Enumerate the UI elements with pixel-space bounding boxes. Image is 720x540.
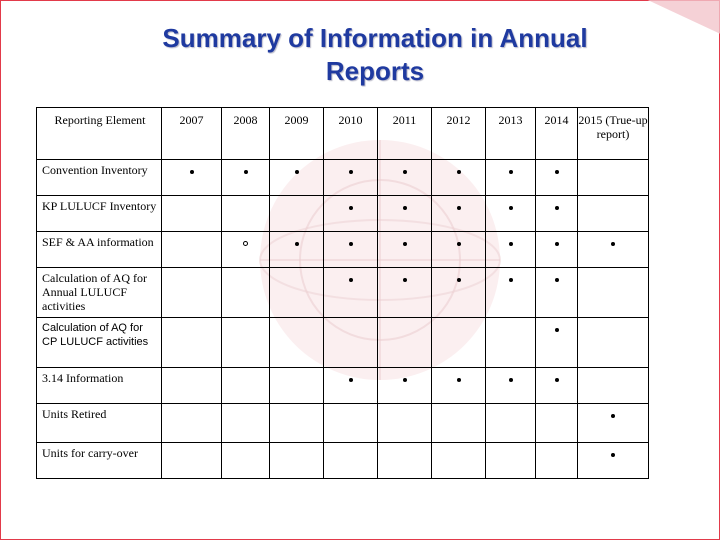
mark-cell xyxy=(324,196,378,232)
filled-dot-icon xyxy=(349,206,353,210)
table-row xyxy=(37,404,649,443)
filled-dot-icon xyxy=(509,242,513,246)
filled-dot-icon xyxy=(509,278,513,282)
mark-cell xyxy=(378,196,432,232)
mark-cell xyxy=(162,160,222,196)
mark-cell xyxy=(324,443,378,479)
filled-dot-icon xyxy=(555,242,559,246)
mark-cell xyxy=(270,318,324,368)
filled-dot-icon xyxy=(457,278,461,282)
mark-cell xyxy=(222,443,270,479)
mark-cell xyxy=(486,160,536,196)
mark-cell xyxy=(578,232,649,268)
table-row xyxy=(37,160,649,196)
mark-cell xyxy=(162,368,222,404)
filled-dot-icon xyxy=(349,378,353,382)
mark-cell xyxy=(324,404,378,443)
filled-dot-icon xyxy=(295,170,299,174)
mark-cell xyxy=(270,196,324,232)
column-header-year: 2009 xyxy=(270,108,324,160)
mark-cell xyxy=(536,443,578,479)
filled-dot-icon xyxy=(611,453,615,457)
mark-cell xyxy=(378,443,432,479)
filled-dot-icon xyxy=(349,278,353,282)
mark-cell xyxy=(378,268,432,318)
table-row xyxy=(37,196,649,232)
mark-cell xyxy=(270,443,324,479)
table-row xyxy=(37,232,649,268)
filled-dot-icon xyxy=(509,170,513,174)
table-row xyxy=(37,268,649,318)
mark-cell xyxy=(378,160,432,196)
filled-dot-icon xyxy=(403,242,407,246)
mark-cell xyxy=(432,404,486,443)
filled-dot-icon xyxy=(611,414,615,418)
mark-cell xyxy=(378,368,432,404)
mark-cell xyxy=(432,268,486,318)
mark-cell xyxy=(432,443,486,479)
table-row xyxy=(37,443,649,479)
mark-cell xyxy=(324,232,378,268)
filled-dot-icon xyxy=(457,206,461,210)
filled-dot-icon xyxy=(349,170,353,174)
mark-cell xyxy=(378,318,432,368)
row-label: Calculation of AQ for CP LULUCF activities xyxy=(37,318,162,368)
mark-cell xyxy=(324,368,378,404)
column-header-reporting-element: Reporting Element xyxy=(37,108,162,160)
row-label: KP LULUCF Inventory xyxy=(37,196,162,232)
mark-cell xyxy=(378,232,432,268)
row-label: SEF & AA information xyxy=(37,232,162,268)
mark-cell xyxy=(486,318,536,368)
mark-cell xyxy=(578,404,649,443)
mark-cell xyxy=(270,160,324,196)
table-row xyxy=(37,368,649,404)
mark-cell xyxy=(162,318,222,368)
open-dot-icon xyxy=(243,241,248,246)
mark-cell xyxy=(162,443,222,479)
filled-dot-icon xyxy=(403,170,407,174)
filled-dot-icon xyxy=(190,170,194,174)
mark-cell xyxy=(536,160,578,196)
mark-cell xyxy=(162,268,222,318)
mark-cell xyxy=(270,232,324,268)
filled-dot-icon xyxy=(555,328,559,332)
mark-cell xyxy=(162,232,222,268)
mark-cell xyxy=(432,318,486,368)
mark-cell xyxy=(536,404,578,443)
mark-cell xyxy=(222,404,270,443)
mark-cell xyxy=(578,268,649,318)
mark-cell xyxy=(486,368,536,404)
filled-dot-icon xyxy=(403,378,407,382)
filled-dot-icon xyxy=(295,242,299,246)
mark-cell xyxy=(222,196,270,232)
filled-dot-icon xyxy=(509,206,513,210)
mark-cell xyxy=(432,368,486,404)
mark-cell xyxy=(222,232,270,268)
row-label: Convention Inventory xyxy=(37,160,162,196)
mark-cell xyxy=(486,404,536,443)
mark-cell xyxy=(222,368,270,404)
filled-dot-icon xyxy=(457,378,461,382)
column-header-year: 2008 xyxy=(222,108,270,160)
column-header-year: 2010 xyxy=(324,108,378,160)
filled-dot-icon xyxy=(349,242,353,246)
table-row xyxy=(37,318,649,368)
mark-cell xyxy=(324,268,378,318)
mark-cell xyxy=(486,196,536,232)
mark-cell xyxy=(578,443,649,479)
mark-cell xyxy=(578,196,649,232)
filled-dot-icon xyxy=(403,278,407,282)
filled-dot-icon xyxy=(457,170,461,174)
filled-dot-icon xyxy=(457,242,461,246)
mark-cell xyxy=(162,404,222,443)
column-header-year: 2012 xyxy=(432,108,486,160)
mark-cell xyxy=(486,443,536,479)
column-header-year: 2011 xyxy=(378,108,432,160)
filled-dot-icon xyxy=(555,170,559,174)
row-label: 3.14 Information xyxy=(37,368,162,404)
summary-table xyxy=(36,107,649,479)
slide-title: Summary of Information in Annual Reports xyxy=(162,23,588,86)
mark-cell xyxy=(378,404,432,443)
filled-dot-icon xyxy=(611,242,615,246)
column-header-year: 2015 (True-up report) xyxy=(578,108,649,160)
mark-cell xyxy=(432,232,486,268)
mark-cell xyxy=(270,268,324,318)
filled-dot-icon xyxy=(555,278,559,282)
row-label: Units for carry-over xyxy=(37,443,162,479)
mark-cell xyxy=(536,268,578,318)
mark-cell xyxy=(578,368,649,404)
mark-cell xyxy=(536,318,578,368)
filled-dot-icon xyxy=(555,206,559,210)
filled-dot-icon xyxy=(555,378,559,382)
row-label: Calculation of AQ for Annual LULUCF activities xyxy=(37,268,162,318)
mark-cell xyxy=(432,196,486,232)
mark-cell xyxy=(222,318,270,368)
row-label: Units Retired xyxy=(37,404,162,443)
mark-cell xyxy=(324,160,378,196)
mark-cell xyxy=(578,318,649,368)
filled-dot-icon xyxy=(403,206,407,210)
column-header-year: 2014 xyxy=(536,108,578,160)
mark-cell xyxy=(222,160,270,196)
mark-cell xyxy=(432,160,486,196)
header-row xyxy=(37,108,649,160)
filled-dot-icon xyxy=(244,170,248,174)
mark-cell xyxy=(270,404,324,443)
mark-cell xyxy=(486,268,536,318)
mark-cell xyxy=(536,368,578,404)
mark-cell xyxy=(222,268,270,318)
column-header-year: 2013 xyxy=(486,108,536,160)
mark-cell xyxy=(578,160,649,196)
mark-cell xyxy=(324,318,378,368)
mark-cell xyxy=(536,196,578,232)
filled-dot-icon xyxy=(509,378,513,382)
mark-cell xyxy=(162,196,222,232)
mark-cell xyxy=(270,368,324,404)
mark-cell xyxy=(486,232,536,268)
mark-cell xyxy=(536,232,578,268)
column-header-year: 2007 xyxy=(162,108,222,160)
